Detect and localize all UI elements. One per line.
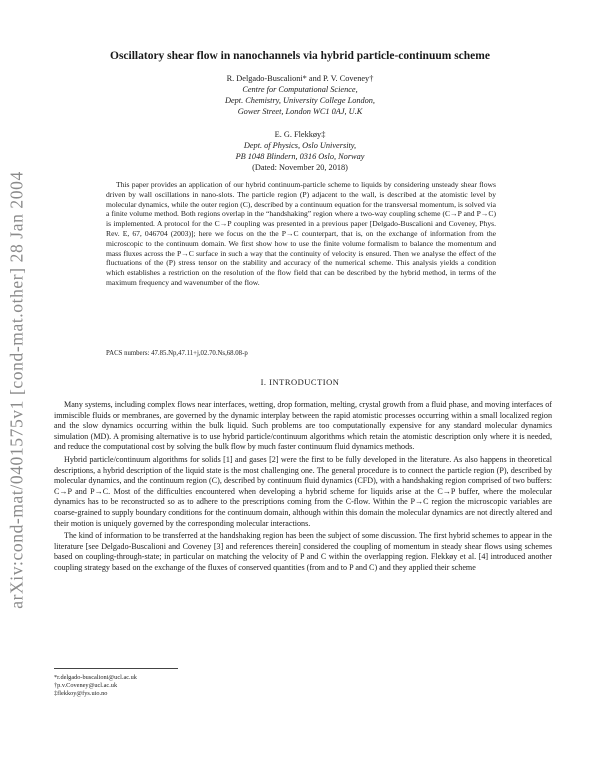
paragraph-1: Many systems, including complex flows near interfaces, wetting, drop formation, melting, crystal growth from a fluid phase, and moving interfaces of immiscible fluids or membranes, are governed by the dynamic interplay between the rapid atomistic processes occurring within a small localized region and the slow dynamics occurring within the bulk liquid. Such problems are too computationally expensive for any standard molecular dynamics simulation (MD). A promising alternative is to use hybrid particle/continuum algorithms which retain the atomistic description only where it is needed, and reduce the computational cost by solving the bulk flow by much faster continuum fluid dynamics methods. — [54, 400, 552, 452]
footnote-3: ‡flekkoy@fys.uio.no — [54, 690, 108, 697]
author-line-2: E. G. Flekkøy‡ — [274, 130, 326, 139]
paragraph-3: The kind of information to be transferred at the handshaking region has been the subject of some discussion. The first hybrid schemes to appear in the literature [see Delgado-Buscalioni and Coveney [3] and references therein] considered the coupling of momentum in steady shear flows using schemes based on coupling-through-state; in particular on matching the velocity of P and C within the overlapping region. Flekkøy et al. [4] introduced another coupling strategy based on the exchange of the fluxes of conserved quantities (from and to P and C) and they applied their scheme — [54, 531, 552, 572]
affiliation-1-line-3: Gower Street, London WC1 0AJ, U.K — [237, 107, 363, 116]
paragraph-2: Hybrid particle/continuum algorithms for solids [1] and gases [2] were the first to be fully developed in the literature. As also happens in theoretical descriptions, a hybrid description of the liquid state is the most challenging one. The general procedure is to connect the particle region (P), described by molecular dynamics, and the continuum region (C), described by continuum fluid dynamics (CFD), with a handshaking region comprised of two buffers: C→P and P→C. Most of the difficulties encountered when developing a hybrid scheme for liquids arise at the C→P buffer, where the molecular dynamics has to be reconstructed so as to adhere to the prescriptions coming from the C-flow. Within the P→C region the microscopic variables are coarse-grained to supply boundary conditions for the continuum domain, although within this domain the molecular dynamics are not directly altered and their motion is uniquely governed by the corresponding molecular interactions. — [54, 454, 552, 528]
author-line-1: R. Delgado-Buscalioni* and P. V. Coveney† — [226, 74, 374, 83]
affiliation-2-line-2: PB 1048 Blindern, 0316 Oslo, Norway — [235, 152, 365, 161]
arxiv-identifier: arXiv:cond-mat/0401575v1 [cond-mat.other] 28 Jan 2004 — [6, 171, 27, 609]
paper-title: Oscillatory shear flow in nanochannels via hybrid particle-continuum scheme — [110, 50, 490, 62]
affiliation-1-line-2: Dept. Chemistry, University College London, — [224, 96, 376, 105]
footnote-rule — [54, 668, 178, 669]
footnote-2: †p.v.Coveney@ucl.ac.uk — [54, 682, 118, 689]
footnote-1: *r.delgado-buscalioni@ucl.ac.uk — [54, 674, 137, 681]
arxiv-sidebar-stamp — [2, 130, 32, 650]
affiliation-2-line-1: Dept. of Physics, Oslo University, — [243, 141, 357, 150]
pacs-numbers: PACS numbers: 47.85.Np,47.11+j,02.70.Ns,68.08-p — [106, 350, 248, 357]
dated-line: (Dated: November 20, 2018) — [252, 163, 348, 172]
affiliation-1-line-1: Centre for Computational Science, — [242, 85, 358, 94]
abstract: This paper provides an application of our hybrid continuum-particle scheme to liquids by considering unsteady shear flows driven by wall oscillations in nano-slots. The particle region (P) adjacent to the wall, is described at the atomistic level by molecular dynamics, while the outer region (C), described by a continuum equation for the transversal momentum, is solved via a finite volume method. Both regions overlap in the “handshaking” region where a two-way coupling scheme (C→P and P→C) is implemented. A protocol for the C→P coupling was presented in a previous paper [Delgado-Buscalioni and Coveney, Phys. Rev. E, 67, 046704 (2003)]; here we focus on the the P→C counterpart, that is, on the exchange of information from the microscopic to the continuum domain. We first show how to use the finite volume formalism to balance the momentum and mass fluxes across the P→C surface in such a way that the continuity of velocity is ensured. Then we analyse the effect of the fluctuations of the (P) stress tensor on the stability and accuracy of the numerical scheme. This analysis yields a condition which establishes a restriction on the resolution of the flow field that can be described by the hybrid method, in terms of the maximum frequency and wavenumber of the flow. — [106, 180, 496, 287]
section-heading: I. INTRODUCTION — [260, 377, 340, 387]
body-text — [54, 400, 552, 576]
footnotes — [54, 674, 137, 698]
